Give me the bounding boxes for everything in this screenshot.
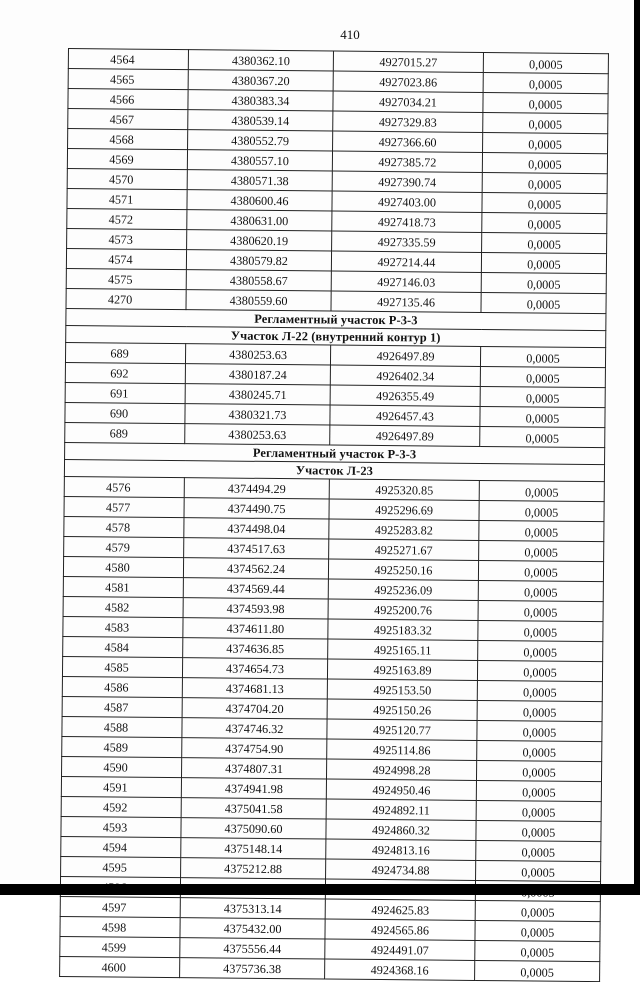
point-number-cell: 4592 — [61, 796, 181, 817]
accuracy-cell: 0,0005 — [476, 780, 601, 801]
accuracy-cell: 0,0005 — [480, 426, 605, 447]
accuracy-cell: 0,0005 — [481, 292, 606, 313]
x-coordinate-cell: 4374498.04 — [184, 518, 329, 539]
y-coordinate-cell: 4925271.67 — [329, 539, 479, 560]
x-coordinate-cell: 4374562.24 — [183, 558, 328, 579]
y-coordinate-cell: 4927214.44 — [331, 251, 481, 272]
point-number-cell: 689 — [65, 342, 185, 363]
scan-border-right — [634, 0, 640, 895]
x-coordinate-cell: 4375736.38 — [180, 958, 325, 979]
section-heading: Регламентный участок Р-3-3 — [66, 308, 606, 330]
x-coordinate-cell: 4380253.63 — [185, 344, 330, 365]
point-number-cell: 4576 — [64, 476, 184, 497]
accuracy-cell: 0,0005 — [482, 192, 607, 213]
y-coordinate-cell: 4927385.72 — [332, 151, 482, 172]
point-number-cell: 4578 — [64, 516, 184, 537]
point-number-cell: 4567 — [68, 109, 188, 130]
point-number-cell: 690 — [65, 402, 185, 423]
point-number-cell: 4580 — [63, 556, 183, 577]
point-number-cell: 4597 — [60, 896, 180, 917]
accuracy-cell: 0,0005 — [475, 920, 600, 941]
accuracy-cell: 0,0005 — [482, 152, 607, 173]
y-coordinate-cell: 4927329.83 — [333, 111, 483, 132]
accuracy-cell: 0,0005 — [477, 720, 602, 741]
accuracy-cell: 0,0005 — [478, 600, 603, 621]
point-number-cell: 4600 — [60, 956, 180, 977]
y-coordinate-cell: 4926497.89 — [330, 345, 480, 366]
point-number-cell: 4566 — [68, 89, 188, 110]
section-heading: Участок Л-22 (внутренний контур 1) — [66, 325, 606, 347]
x-coordinate-cell: 4380245.71 — [185, 384, 330, 405]
y-coordinate-cell: 4926402.34 — [330, 365, 480, 386]
point-number-cell: 4568 — [68, 129, 188, 150]
point-number-cell: 4270 — [66, 288, 186, 309]
y-coordinate-cell: 4927015.27 — [333, 51, 483, 72]
accuracy-cell: 0,0005 — [479, 520, 604, 541]
point-number-cell: 4598 — [60, 916, 180, 937]
x-coordinate-cell: 4380383.34 — [188, 90, 333, 111]
y-coordinate-cell: 4927335.59 — [332, 231, 482, 252]
accuracy-cell: 0,0005 — [476, 800, 601, 821]
x-coordinate-cell: 4380539.14 — [188, 110, 333, 131]
x-coordinate-cell: 4380557.10 — [187, 150, 332, 171]
x-coordinate-cell: 4380579.82 — [186, 250, 331, 271]
point-number-cell: 4581 — [63, 576, 183, 597]
accuracy-cell: 0,0005 — [477, 680, 602, 701]
y-coordinate-cell: 4924892.11 — [326, 799, 476, 820]
point-number-cell: 4584 — [63, 636, 183, 657]
x-coordinate-cell: 4374569.44 — [183, 578, 328, 599]
point-number-cell: 4590 — [62, 756, 182, 777]
point-number-cell: 4595 — [61, 856, 181, 877]
y-coordinate-cell: 4924860.32 — [326, 819, 476, 840]
point-number-cell: 4573 — [67, 228, 187, 249]
x-coordinate-cell: 4375090.60 — [181, 818, 326, 839]
y-coordinate-cell: 4924734.88 — [326, 859, 476, 880]
y-coordinate-cell: 4927366.60 — [333, 131, 483, 152]
accuracy-cell: 0,0005 — [482, 212, 607, 233]
accuracy-cell: 0,0005 — [480, 406, 605, 427]
x-coordinate-cell: 4375432.00 — [180, 918, 325, 939]
x-coordinate-cell: 4374593.98 — [183, 598, 328, 619]
y-coordinate-cell: 4925153.50 — [327, 679, 477, 700]
point-number-cell: 4591 — [61, 776, 181, 797]
x-coordinate-cell: 4374681.13 — [182, 678, 327, 699]
x-coordinate-cell: 4374494.29 — [184, 478, 329, 499]
table-row — [60, 956, 600, 981]
y-coordinate-cell: 4927146.03 — [331, 271, 481, 292]
coordinates-table-body — [60, 49, 609, 982]
x-coordinate-cell: 4380187.24 — [185, 364, 330, 385]
y-coordinate-cell: 4925200.76 — [328, 599, 478, 620]
coordinates-table — [59, 48, 609, 982]
point-number-cell: 4565 — [68, 69, 188, 90]
x-coordinate-cell: 4374611.80 — [183, 618, 328, 639]
accuracy-cell: 0,0005 — [476, 760, 601, 781]
y-coordinate-cell: 4925320.85 — [329, 479, 479, 500]
accuracy-cell: 0,0005 — [483, 72, 608, 93]
x-coordinate-cell: 4375556.44 — [180, 938, 325, 959]
y-coordinate-cell: 4927023.86 — [333, 71, 483, 92]
y-coordinate-cell: 4927418.73 — [332, 211, 482, 232]
accuracy-cell: 0,0005 — [476, 860, 601, 881]
y-coordinate-cell: 4925150.26 — [327, 699, 477, 720]
point-number-cell: 4569 — [67, 149, 187, 170]
y-coordinate-cell: 4925163.89 — [327, 659, 477, 680]
accuracy-cell: 0,0005 — [483, 132, 608, 153]
x-coordinate-cell: 4380362.10 — [188, 50, 333, 71]
x-coordinate-cell: 4380631.00 — [187, 210, 332, 231]
point-number-cell: 692 — [65, 362, 185, 383]
accuracy-cell: 0,0005 — [478, 640, 603, 661]
point-number-cell: 4575 — [66, 268, 186, 289]
x-coordinate-cell: 4374807.31 — [182, 758, 327, 779]
y-coordinate-cell: 4927390.74 — [332, 171, 482, 192]
x-coordinate-cell: 4374490.75 — [184, 498, 329, 519]
point-number-cell: 4572 — [67, 208, 187, 229]
accuracy-cell: 0,0005 — [475, 940, 600, 961]
accuracy-cell: 0,0005 — [478, 580, 603, 601]
section-heading: Участок Л-23 — [64, 459, 604, 481]
y-coordinate-cell: 4924368.16 — [325, 959, 475, 980]
x-coordinate-cell: 4374754.90 — [182, 738, 327, 759]
scan-border-bottom — [0, 884, 640, 895]
point-number-cell: 4571 — [67, 188, 187, 209]
accuracy-cell: 0,0005 — [478, 560, 603, 581]
accuracy-cell: 0,0005 — [480, 366, 605, 387]
point-number-cell: 691 — [65, 382, 185, 403]
y-coordinate-cell: 4926457.43 — [330, 405, 480, 426]
x-coordinate-cell: 4374517.63 — [184, 538, 329, 559]
x-coordinate-cell: 4380367.20 — [188, 70, 333, 91]
accuracy-cell: 0,0005 — [482, 232, 607, 253]
y-coordinate-cell: 4927034.21 — [333, 91, 483, 112]
y-coordinate-cell: 4924491.07 — [325, 939, 475, 960]
accuracy-cell: 0,0005 — [481, 252, 606, 273]
x-coordinate-cell: 4375313.14 — [180, 898, 325, 919]
accuracy-cell: 0,0005 — [478, 620, 603, 641]
accuracy-cell: 0,0005 — [479, 540, 604, 561]
accuracy-cell: 0,0005 — [477, 740, 602, 761]
y-coordinate-cell: 4925120.77 — [327, 719, 477, 740]
point-number-cell: 689 — [65, 422, 185, 443]
x-coordinate-cell: 4380559.60 — [186, 290, 331, 311]
point-number-cell: 4577 — [64, 496, 184, 517]
y-coordinate-cell: 4924813.16 — [326, 839, 476, 860]
point-number-cell: 4574 — [66, 248, 186, 269]
y-coordinate-cell: 4925165.11 — [328, 639, 478, 660]
x-coordinate-cell: 4380253.63 — [185, 424, 330, 445]
x-coordinate-cell: 4380620.19 — [187, 230, 332, 251]
point-number-cell: 4582 — [63, 596, 183, 617]
point-number-cell: 4585 — [62, 656, 182, 677]
x-coordinate-cell: 4380552.79 — [188, 130, 333, 151]
point-number-cell: 4589 — [62, 736, 182, 757]
accuracy-cell: 0,0005 — [475, 900, 600, 921]
x-coordinate-cell: 4375041.58 — [181, 798, 326, 819]
point-number-cell: 4570 — [67, 168, 187, 189]
x-coordinate-cell: 4374704.20 — [182, 698, 327, 719]
y-coordinate-cell: 4924565.86 — [325, 919, 475, 940]
accuracy-cell: 0,0005 — [481, 272, 606, 293]
y-coordinate-cell: 4925250.16 — [328, 559, 478, 580]
accuracy-cell: 0,0005 — [477, 660, 602, 681]
y-coordinate-cell: 4925283.82 — [329, 519, 479, 540]
y-coordinate-cell: 4924998.28 — [326, 759, 476, 780]
accuracy-cell: 0,0005 — [483, 92, 608, 113]
x-coordinate-cell: 4375212.88 — [181, 858, 326, 879]
point-number-cell: 4588 — [62, 716, 182, 737]
accuracy-cell: 0,0005 — [475, 960, 600, 981]
y-coordinate-cell: 4927403.00 — [332, 191, 482, 212]
accuracy-cell: 0,0005 — [479, 500, 604, 521]
point-number-cell: 4579 — [64, 536, 184, 557]
accuracy-cell: 0,0005 — [482, 172, 607, 193]
x-coordinate-cell: 4380600.46 — [187, 190, 332, 211]
accuracy-cell: 0,0005 — [479, 480, 604, 501]
accuracy-cell: 0,0005 — [476, 820, 601, 841]
page-number: 410 — [340, 27, 360, 42]
y-coordinate-cell: 4926355.49 — [330, 385, 480, 406]
point-number-cell: 4593 — [61, 816, 181, 837]
y-coordinate-cell: 4926497.89 — [330, 425, 480, 446]
point-number-cell: 4587 — [62, 696, 182, 717]
y-coordinate-cell: 4924625.83 — [325, 899, 475, 920]
y-coordinate-cell: 4924950.46 — [326, 779, 476, 800]
accuracy-cell: 0,0005 — [477, 700, 602, 721]
accuracy-cell: 0,0005 — [483, 52, 608, 73]
y-coordinate-cell: 4927135.46 — [331, 291, 481, 312]
point-number-cell: 4583 — [63, 616, 183, 637]
x-coordinate-cell: 4380571.38 — [187, 170, 332, 191]
point-number-cell: 4599 — [60, 936, 180, 957]
y-coordinate-cell: 4925296.69 — [329, 499, 479, 520]
x-coordinate-cell: 4374941.98 — [181, 778, 326, 799]
point-number-cell: 4594 — [61, 836, 181, 857]
x-coordinate-cell: 4380321.73 — [185, 404, 330, 425]
x-coordinate-cell: 4375148.14 — [181, 838, 326, 859]
x-coordinate-cell: 4374636.85 — [183, 638, 328, 659]
y-coordinate-cell: 4925114.86 — [327, 739, 477, 760]
accuracy-cell: 0,0005 — [483, 112, 608, 133]
y-coordinate-cell: 4925236.09 — [328, 579, 478, 600]
accuracy-cell: 0,0005 — [480, 346, 605, 367]
point-number-cell: 4564 — [68, 49, 188, 70]
x-coordinate-cell: 4380558.67 — [186, 270, 331, 291]
x-coordinate-cell: 4374654.73 — [182, 658, 327, 679]
section-heading: Регламентный участок Р-3-3 — [65, 442, 605, 464]
point-number-cell: 4586 — [62, 676, 182, 697]
x-coordinate-cell: 4374746.32 — [182, 718, 327, 739]
accuracy-cell: 0,0005 — [480, 386, 605, 407]
y-coordinate-cell: 4925183.32 — [328, 619, 478, 640]
accuracy-cell: 0,0005 — [476, 840, 601, 861]
